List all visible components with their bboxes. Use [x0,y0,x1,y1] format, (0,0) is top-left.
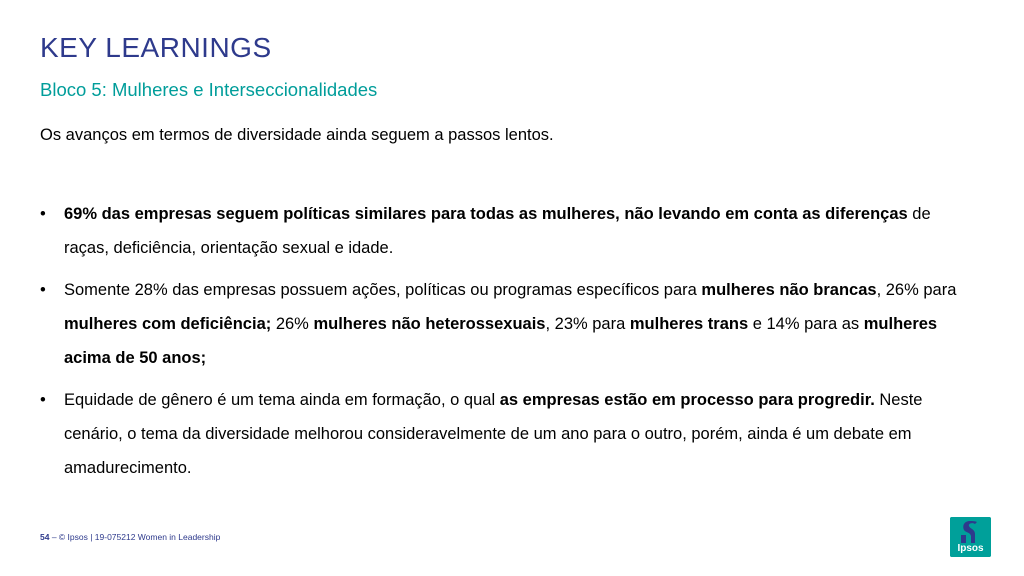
bullet-item [40,383,970,485]
footer-separator: – [49,532,59,542]
bullet-text: Somente 28% das empresas possuem ações, políticas ou programas específicos para [64,281,702,299]
key-learnings-list [40,197,970,493]
bullet-item [40,273,970,375]
page-subtitle: Bloco 5: Mulheres e Interseccionalidades [40,79,378,100]
bullet-marker: • [40,281,46,299]
bullet-text-bold: 69% das empresas seguem políticas similares para todas as mulheres, não levando em conta as diferenças [64,205,908,223]
logo-text: Ipsos [957,543,984,554]
page-title: KEY LEARNINGS [40,32,272,63]
bullet-text: Equidade de gênero é um tema ainda em formação, o qual [64,391,500,409]
bullet-text-bold: mulheres trans [629,315,749,333]
bullet-text: 26% [271,315,314,333]
intro-text: Os avanços em termos de diversidade ainda seguem a passos lentos. [40,126,554,144]
bullet-marker: • [40,391,46,409]
bullet-text: Neste cenário, o tema da diversidade melhorou consideravelmente de um ano para o outro, porém, ainda é um debate em amadurecimento. [64,391,923,477]
bullet-text-bold: mulheres não heterossexuais [313,315,546,333]
bullet-text: , 23% para [545,315,630,333]
bullet-item [40,197,970,265]
bullet-text: e 14% para as [748,315,864,333]
bullet-marker: • [40,205,46,223]
bullet-text-bold: as empresas estão em processo para progredir. [499,391,875,409]
bullet-text-bold: mulheres não brancas [701,281,877,299]
page-number: 54 [40,532,50,542]
bullet-text-bold: mulheres com deficiência; [64,315,272,333]
footer-copyright: © Ipsos | 19-075212 Women in Leadership [58,532,221,542]
bullet-text-bold: mulheres acima de 50 anos; [64,315,938,367]
bullet-text: de raças, deficiência, orientação sexual e idade. [64,205,931,257]
ipsos-logo-icon [950,517,991,557]
bullet-text: , 26% para [876,281,957,299]
footer [40,532,220,542]
